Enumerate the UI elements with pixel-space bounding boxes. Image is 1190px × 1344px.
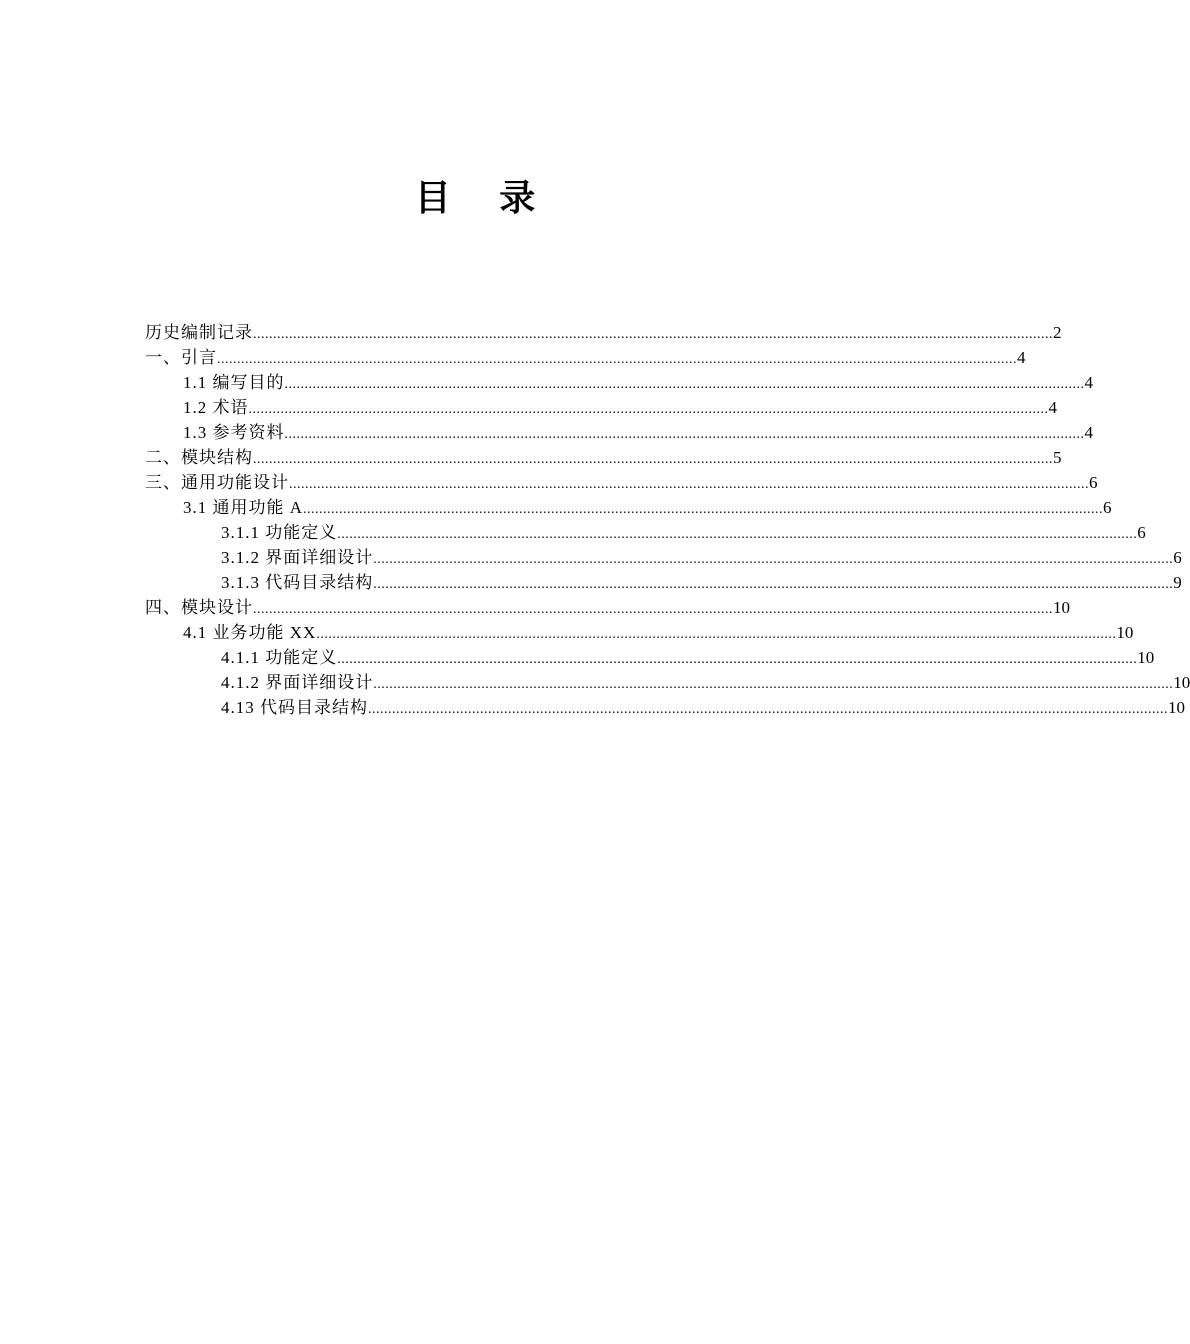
toc-entry[interactable] xyxy=(145,420,1093,445)
toc-entry[interactable] xyxy=(145,395,1057,420)
toc-page-number: 6 xyxy=(1089,473,1098,492)
toc-entry[interactable] xyxy=(145,695,1185,720)
page-title: 目 录 xyxy=(414,178,554,219)
toc-entry-label: 3.1 通用功能 A xyxy=(183,498,304,517)
dot-leader: ........................................................................................................................................................................................................ xyxy=(316,627,1117,642)
toc-entry[interactable] xyxy=(145,545,1182,570)
toc-entry-label: 三、通用功能设计 xyxy=(145,473,289,492)
toc-entry[interactable] xyxy=(145,520,1146,545)
dot-leader: ........................................................................................................................................................................................................ xyxy=(373,677,1174,692)
toc-entry[interactable] xyxy=(145,570,1182,595)
toc-entry-label: 1.2 术语 xyxy=(183,398,249,417)
toc-entry[interactable] xyxy=(145,320,1062,345)
dot-leader: ........................................................................................................................................................................................................ xyxy=(373,577,1174,592)
toc-page-number: 10 xyxy=(1053,598,1070,617)
toc-entry[interactable] xyxy=(145,370,1093,395)
toc-entry-label: 3.1.1 功能定义 xyxy=(221,523,338,542)
dot-leader: ........................................................................................................................................................................................................ xyxy=(253,452,1053,467)
toc-page-number: 5 xyxy=(1053,448,1062,467)
toc-page-number: 6 xyxy=(1103,498,1112,517)
toc-entry[interactable] xyxy=(145,495,1112,520)
table-of-contents xyxy=(145,320,1190,720)
dot-leader: ........................................................................................................................................................................................................ xyxy=(217,352,1017,367)
toc-entry[interactable] xyxy=(145,645,1155,670)
toc-entry-label: 1.1 编写目的 xyxy=(183,373,285,392)
toc-entry-label: 历史编制记录 xyxy=(145,323,253,342)
dot-leader: ........................................................................................................................................................................................................ xyxy=(373,552,1174,567)
toc-page-number: 4 xyxy=(1048,398,1057,417)
dot-leader: ........................................................................................................................................................................................................ xyxy=(303,502,1104,517)
dot-leader: ........................................................................................................................................................................................................ xyxy=(337,527,1138,542)
toc-entry-label: 1.3 参考资料 xyxy=(183,423,285,442)
toc-entry-label: 二、模块结构 xyxy=(145,448,253,467)
toc-entry-label: 3.1.3 代码目录结构 xyxy=(221,573,374,592)
toc-page-number: 4 xyxy=(1084,373,1093,392)
toc-entry[interactable] xyxy=(145,470,1098,495)
toc-page-number: 6 xyxy=(1173,548,1182,567)
toc-entry-label: 3.1.2 界面详细设计 xyxy=(221,548,374,567)
toc-page-number: 2 xyxy=(1053,323,1062,342)
dot-leader: ........................................................................................................................................................................................................ xyxy=(284,427,1085,442)
toc-page-number: 10 xyxy=(1116,623,1134,642)
dot-leader: ........................................................................................................................................................................................................ xyxy=(368,702,1168,717)
dot-leader: ........................................................................................................................................................................................................ xyxy=(253,327,1053,342)
toc-page-number: 10 xyxy=(1168,698,1185,717)
toc-entry-label: 四、模块设计 xyxy=(145,598,253,617)
toc-page-number: 6 xyxy=(1137,523,1146,542)
toc-page-number: 9 xyxy=(1173,573,1182,592)
toc-entry[interactable] xyxy=(145,595,1070,620)
toc-page-number: 4 xyxy=(1084,423,1093,442)
toc-entry-label: 4.1.1 功能定义 xyxy=(221,648,338,667)
dot-leader: ........................................................................................................................................................................................................ xyxy=(289,477,1089,492)
toc-entry[interactable] xyxy=(145,670,1190,695)
dot-leader: ........................................................................................................................................................................................................ xyxy=(284,377,1085,392)
toc-page-number: 4 xyxy=(1017,348,1026,367)
toc-page-number: 10 xyxy=(1173,673,1190,692)
toc-entry[interactable] xyxy=(145,445,1062,470)
dot-leader: ........................................................................................................................................................................................................ xyxy=(248,402,1049,417)
dot-leader: ........................................................................................................................................................................................................ xyxy=(253,602,1053,617)
toc-entry[interactable] xyxy=(145,345,1026,370)
toc-entry-label: 4.1.2 界面详细设计 xyxy=(221,673,374,692)
toc-entry[interactable] xyxy=(145,620,1134,645)
toc-entry-label: 4.13 代码目录结构 xyxy=(221,698,368,717)
dot-leader: ........................................................................................................................................................................................................ xyxy=(337,652,1138,667)
toc-entry-label: 一、引言 xyxy=(145,348,217,367)
toc-entry-label: 4.1 业务功能 XX xyxy=(183,623,317,642)
toc-page-number: 10 xyxy=(1137,648,1155,667)
